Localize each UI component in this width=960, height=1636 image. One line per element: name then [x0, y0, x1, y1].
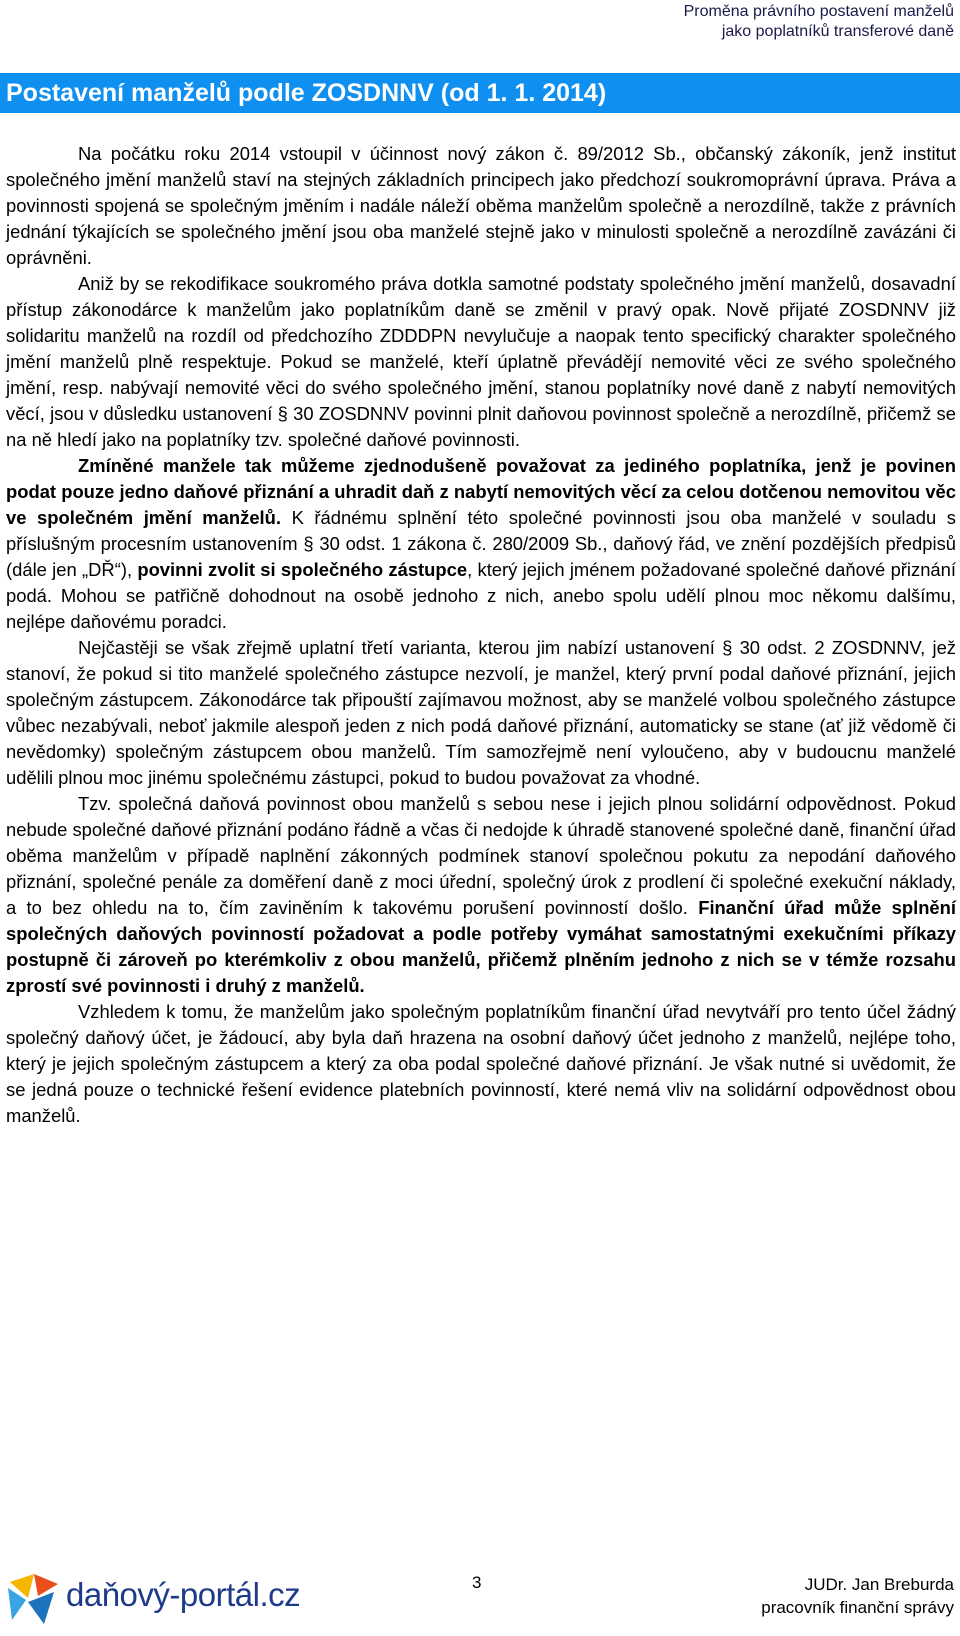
- running-header: [684, 2, 954, 42]
- dan-portal-logo[interactable]: [4, 1568, 304, 1632]
- paragraph: [6, 791, 956, 999]
- section-title-bar: [0, 73, 960, 113]
- author-name: JUDr. Jan Breburda: [804, 1575, 954, 1594]
- text-run: Nejčastěji se však zřejmě uplatní třetí varianta, kterou jim nabízí ustanovení § 30 odst. 2 ZOSDNNV, jež stanoví, že pokud si tito manželé společného zástupce nezvolí, je manžel, který první podal daňové přiznání, jejich společným zástupcem. Zákonodárce tak připouští zajímavou možnost, aby se manželé volbou společného zástupce vůbec nezabývali, neboť jakmile alespoň jeden z nich podá daňové přiznání, automaticky se stane (ať již vědomě či nevědomky) společným zástupcem obou manželů. Tím samozřejmě není vyloučeno, aby v budoucnu manželé udělili plnou moc jinému společnému zástupci, pokud to budou považovat za vhodné.: [6, 637, 956, 788]
- logo-text: daňový-portál.cz: [66, 1576, 301, 1613]
- footer-author: [761, 1573, 954, 1619]
- paragraph: [6, 635, 956, 791]
- paragraph: [6, 453, 956, 635]
- running-header-line-1: Proměna právního postavení manželů: [683, 3, 954, 20]
- text-run: K řádnému splnění této společné povinnosti jsou oba manželé v souladu s příslušným procesním ustanovením § 30 odst. 1 zákona č. 280/2009 Sb., daňový řád, ve znění pozdějších předpisů (dále jen „DŘ“),: [6, 507, 956, 580]
- text-run: Tzv. společná daňová povinnost obou manželů s sebou nese i jejich plnou solidární odpovědnost. Pokud nebude společné daňové přiznání podáno řádně a včas či nedojde k úhradě stanovené společné daně, finanční úřad oběma manželům v případě naplnění zákonných podmínek stanoví společnou pokutu za nepodání daňového přiznání, společné penále za doměření daně z moci úřední, společný úrok z prodlení či společné exekuční náklady, a to bez ohledu na to, čím zaviněním k takovému porušení povinností došlo.: [6, 793, 956, 918]
- page-number: 3: [472, 1573, 482, 1592]
- bold-text-run: povinni zvolit si společného zástupce: [137, 559, 468, 580]
- text-run: , který jejich jménem požadované společné daňové přiznání podá. Mohou se patřičně dohodnout na osobě jednoho z nich, anebo spolu udělí plnou moc někomu dalšímu, nejlépe daňovému poradci.: [6, 559, 956, 632]
- article-body: [6, 141, 956, 1129]
- paragraph: [6, 141, 956, 271]
- author-role: pracovník finanční správy: [761, 1598, 954, 1617]
- bold-text-run: Finanční úřad může splnění společných daňových povinností požadovat a podle potřeby vymáhat samostatnými exekučními příkazy postupně či zároveň po kterémkoliv z obou manželů, přičemž plněním jednoho z nich se v témže rozsahu zprostí své povinnosti i druhý z manželů.: [6, 897, 956, 996]
- running-header-line-2: jako poplatníků transferové daně: [721, 23, 954, 40]
- section-title: Postavení manželů podle ZOSDNNV (od 1. 1. 2014): [6, 79, 607, 107]
- bold-text-run: Zmíněné manžele tak můžeme zjednodušeně považovat za jediného poplatníka, jenž je povinen podat pouze jedno daňové přiznání a uhradit daň z nabytí nemovitých věcí za celou dotčenou nemovitou věc ve společném jmění manželů.: [6, 455, 956, 528]
- text-run: Aniž by se rekodifikace soukromého práva dotkla samotné podstaty společného jmění manželů, dosavadní přístup zákonodárce k manželům jako poplatníkům daně se změnil v pravý opak. Nově přijaté ZOSDNNV již solidaritu manželů na rozdíl od předchozího ZDDDPN nevylučuje a naopak tento specifický charakter společného jmění manželů plně respektuje. Pokud se manželé, kteří úplatně převádějí nemovité věci ze svého společného jmění, resp. nabývají nemovité věci do svého společného jmění, stanou poplatníky nové daně z nabytí nemovitých věcí, jsou v důsledku ustanovení § 30 ZOSDNNV povinni plnit daňovou povinnost společně a nerozdílně, přičemž se na ně hledí jako na poplatníky tzv. společné daňové povinnosti.: [6, 273, 956, 450]
- paragraph: [6, 999, 956, 1129]
- paragraph: [6, 271, 956, 453]
- text-run: Na počátku roku 2014 vstoupil v účinnost nový zákon č. 89/2012 Sb., občanský zákoník, jenž institut společného jmění manželů staví na stejných základních principech jako předchozí soukromoprávní úprava. Práva a povinnosti spojená se společným jměním i nadále náleží oběma manželům společně a nerozdílně, takže z právních jednání týkajících se společného jmění jsou oba manželé stejně jako v minulosti společně a nerozdílně zavázáni či oprávněni.: [6, 143, 956, 268]
- logo-mark-icon: [4, 1568, 64, 1632]
- text-run: Vzhledem k tomu, že manželům jako společným poplatníkům finanční úřad nevytváří pro tento účel žádný společný daňový účet, je žádoucí, aby byla daň hrazena na osobní daňový účet jednoho z manželů, nejlépe toho, který je jejich společným zástupcem a který za oba podal společné daňové přiznání. Je však nutné si uvědomit, že se jedná pouze o technické řešení evidence platebních povinností, které nemá vliv na solidární odpovědnost obou manželů.: [6, 1001, 956, 1126]
